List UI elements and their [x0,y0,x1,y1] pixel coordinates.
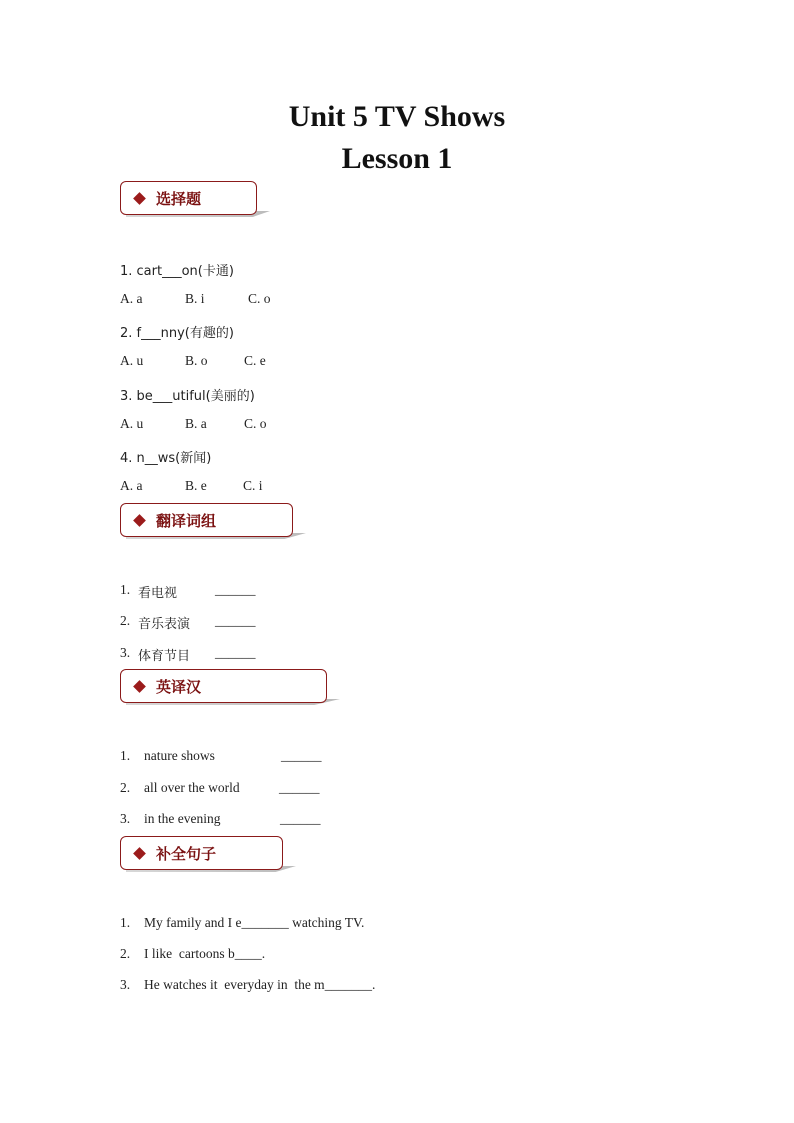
phrase-text: all over the world [144,780,240,795]
choice-option: B. o [185,353,208,368]
item-number: 3. [120,645,131,660]
phrase-text: 看电视 [138,586,178,601]
diamond-bullet-icon [133,680,146,693]
diamond-bullet-icon [133,847,146,860]
choice-option: A. u [120,416,144,431]
section-header-box [120,669,327,703]
page-title: Unit 5 TV Shows [288,100,506,133]
section-header-box [120,181,257,215]
item-number: 3. [120,977,131,992]
sentence-text: I like cartoons b____. [144,946,266,961]
sentence-text: My family and I e_______ watching TV. [144,915,365,930]
section-label: 英译汉 [156,677,202,696]
section-label: 补全句子 [156,844,217,863]
choice-option: B. i [185,291,205,306]
phrase-text: 体育节目 [138,649,191,664]
item-number: 1. [120,582,131,597]
choice-option: C. o [248,291,271,306]
sentence-text: He watches it everyday in the m_______. [144,977,376,992]
phrase-text: in the evening [144,811,221,826]
item-number: 1. [120,915,131,930]
diamond-bullet-icon [133,514,146,527]
item-number: 2. [120,780,131,795]
choice-option: A. a [120,478,143,493]
answer-blank: ______ [215,582,256,597]
page-subtitle: Lesson 1 [341,142,453,175]
item-number: 2. [120,613,131,628]
choice-question: 4. n__ws(新闻) [120,451,212,466]
section-header-box [120,836,283,870]
choice-option: C. e [244,353,266,368]
choice-option: B. a [185,416,207,431]
choice-option: C. i [243,478,263,493]
phrase-text: nature shows [144,748,215,763]
choice-question: 3. be___utiful(美丽的) [120,389,255,404]
choice-question: 1. cart___on(卡通) [120,264,234,279]
choice-option: B. e [185,478,207,493]
answer-blank: ______ [281,748,322,763]
answer-blank: ______ [279,780,320,795]
answer-blank: ______ [280,811,321,826]
phrase-text: 音乐表演 [138,617,191,632]
choice-option: A. a [120,291,143,306]
answer-blank: ______ [215,613,256,628]
item-number: 2. [120,946,131,961]
item-number: 1. [120,748,131,763]
diamond-bullet-icon [133,192,146,205]
section-label: 选择题 [156,189,202,208]
choice-option: C. o [244,416,267,431]
section-label: 翻译词组 [156,511,217,530]
section-header-box [120,503,293,537]
choice-option: A. u [120,353,144,368]
item-number: 3. [120,811,131,826]
answer-blank: ______ [215,645,256,660]
choice-question: 2. f___nny(有趣的) [120,326,234,341]
